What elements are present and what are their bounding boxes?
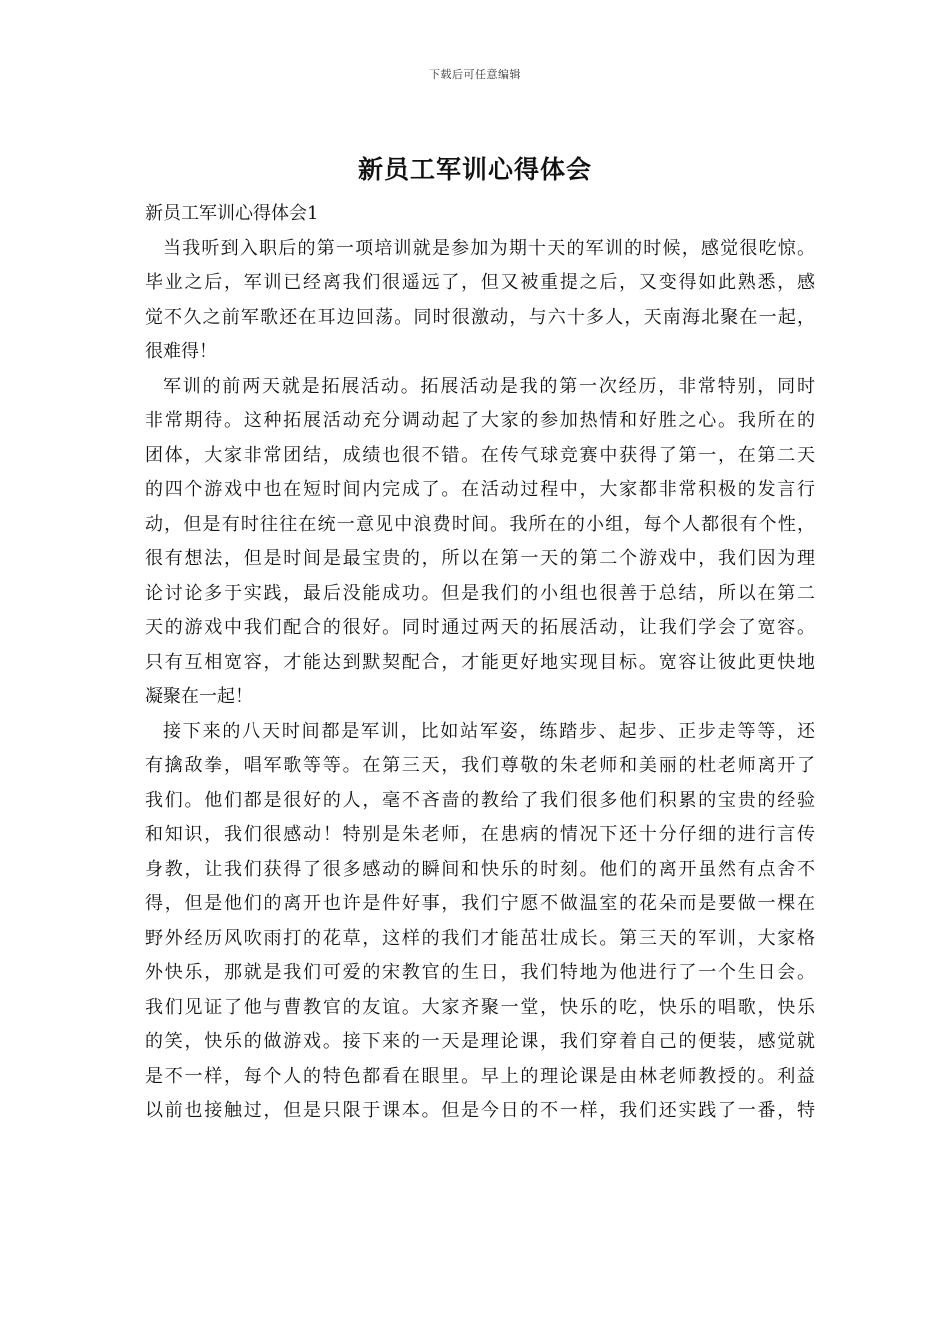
text-line: 和知识，我们很感动！特别是朱老师，在患病的情况下还十分仔细的进行言传 bbox=[145, 824, 815, 845]
text-line: 毕业之后，军训已经离我们很遥远了，但又被重提之后，又变得如此熟悉，感 bbox=[145, 272, 815, 293]
paragraph-2 bbox=[145, 370, 815, 715]
header-note: 下载后可任意编辑 bbox=[429, 68, 521, 81]
text-line: 我们。他们都是很好的人，毫不吝啬的教给了我们很多他们积累的宝贵的经验 bbox=[145, 789, 815, 811]
text-line: 的笑，快乐的做游戏。接下来的一天是理论课，我们穿着自己的便装，感觉就 bbox=[145, 1031, 815, 1052]
document-body bbox=[145, 197, 815, 1129]
text-line: 动，但是有时往往在统一意见中浪费时间。我所在的小组，每个人都很有个性， bbox=[145, 513, 815, 535]
text-line: 得，但是他们的离开也许是件好事，我们宁愿不做温室的花朵而是要做一棵在 bbox=[145, 893, 815, 914]
text-line: 很有想法，但是时间是最宝贵的，所以在第一天的第二个游戏中，我们因为理 bbox=[145, 548, 815, 569]
text-line: 外快乐，那就是我们可爱的宋教官的生日，我们特地为他进行了一个生日会。 bbox=[145, 962, 815, 983]
text-line: 军训的前两天就是拓展活动。拓展活动是我的第一次经历，非常特别，同时 bbox=[163, 375, 815, 397]
text-line: 团体，大家非常团结，成绩也很不错。在传气球竞赛中获得了第一，在第二天 bbox=[145, 444, 815, 466]
text-line: 我们见证了他与曹教官的友谊。大家齐聚一堂，快乐的吃，快乐的唱歌，快乐 bbox=[145, 996, 815, 1018]
text-line: 野外经历风吹雨打的花草，这样的我们才能茁壮成长。第三天的军训，大家格 bbox=[145, 927, 815, 949]
document-title: 新员工军训心得体会 bbox=[357, 155, 592, 184]
text-line: 天的游戏中我们配合的很好。同时通过两天的拓展活动，让我们学会了宽容。 bbox=[145, 617, 815, 638]
text-line: 很难得！ bbox=[145, 341, 217, 362]
text-line: 当我听到入职后的第一项培训就是参加为期十天的军训的时候，感觉很吃惊。 bbox=[163, 237, 815, 259]
paragraph-3 bbox=[145, 715, 815, 1129]
text-line: 身教，让我们获得了很多感动的瞬间和快乐的时刻。他们的离开虽然有点舍不 bbox=[145, 858, 815, 880]
section-subheading: 新员工军训心得体会1 bbox=[145, 203, 319, 224]
text-line: 论讨论多于实践，最后没能成功。但是我们的小组也很善于总结，所以在第二 bbox=[145, 582, 815, 604]
text-line: 凝聚在一起！ bbox=[145, 686, 253, 707]
text-line: 的四个游戏中也在短时间内完成了。在活动过程中，大家都非常积极的发言行 bbox=[145, 479, 815, 500]
text-line: 接下来的八天时间都是军训，比如站军姿，练踏步、起步、正步走等等，还 bbox=[163, 720, 815, 742]
text-line: 非常期待。这种拓展活动充分调动起了大家的参加热情和好胜之心。我所在的 bbox=[145, 410, 815, 431]
text-line: 觉不久之前军歌还在耳边回荡。同时很激动，与六十多人，天南海北聚在一起， bbox=[145, 306, 815, 328]
text-line: 只有互相宽容，才能达到默契配合，才能更好地实现目标。宽容让彼此更快地 bbox=[145, 651, 815, 673]
text-line: 有擒敌拳，唱军歌等等。在第三天，我们尊敬的朱老师和美丽的杜老师离开了 bbox=[145, 755, 815, 776]
paragraph-1 bbox=[145, 232, 815, 370]
text-line: 是不一样，每个人的特色都看在眼里。早上的理论课是由林老师教授的。利益 bbox=[145, 1065, 815, 1087]
text-line: 以前也接触过，但是只限于课本。但是今日的不一样，我们还实践了一番，特 bbox=[145, 1100, 815, 1121]
